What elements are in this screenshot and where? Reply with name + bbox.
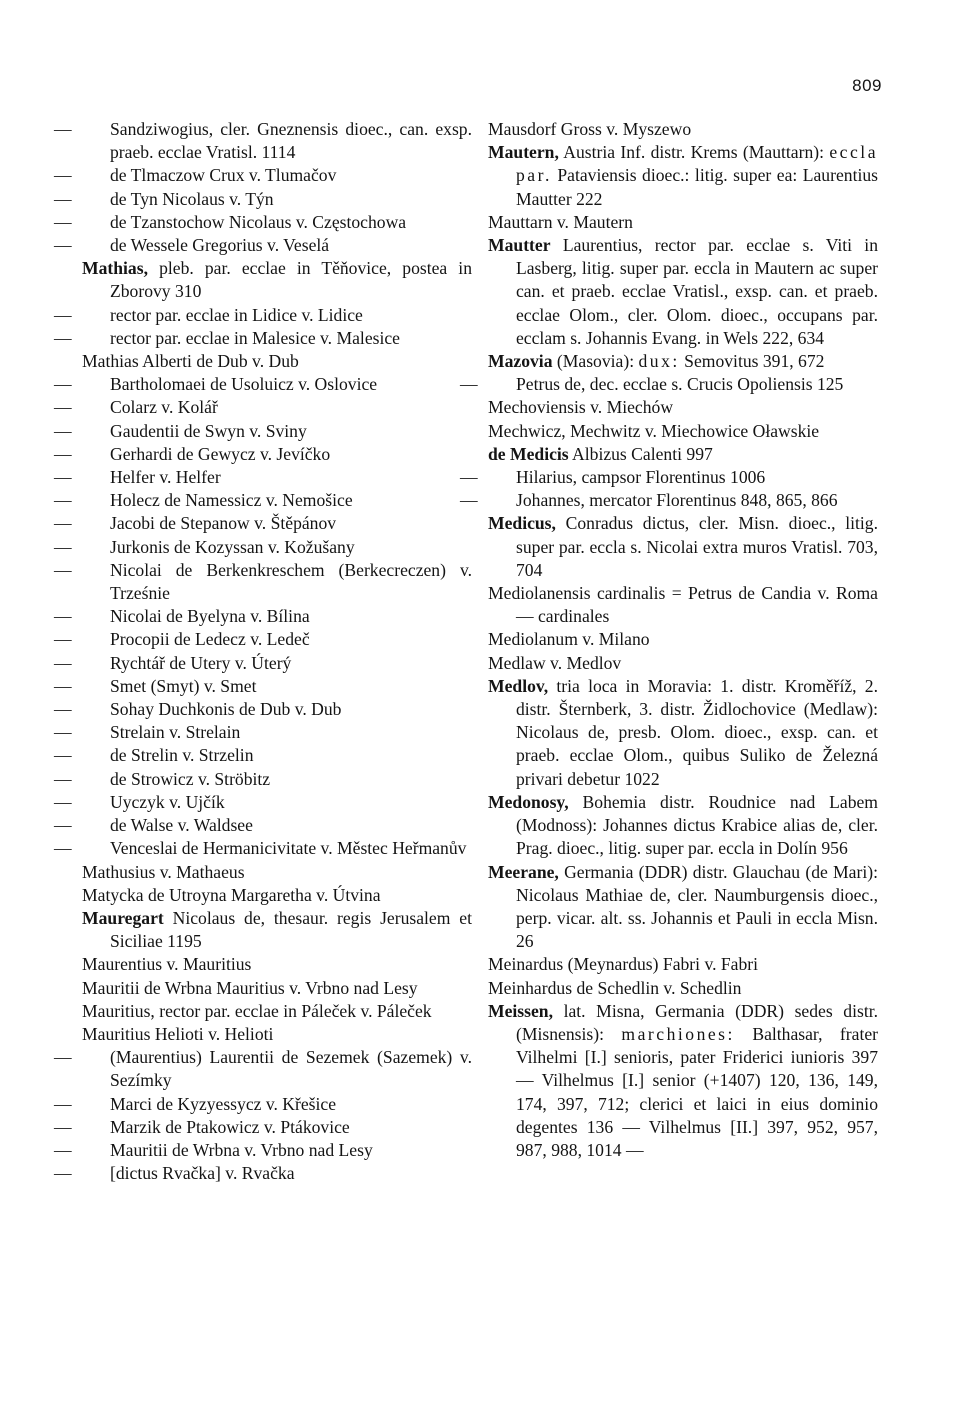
- index-entry: [488, 512, 878, 582]
- index-entry: [82, 907, 472, 953]
- repeat-dash: —: [54, 652, 72, 673]
- index-entry: [54, 466, 472, 489]
- entry-text: Marci de Kyzyessycz v. Křešice: [110, 1093, 337, 1114]
- repeat-dash: —: [54, 374, 72, 395]
- entry-text: (Maurentius) Laurentii de Sezemek (Sazemek) v. Sezímky: [110, 1047, 472, 1091]
- index-entry: [54, 675, 472, 698]
- entry-text: Balthasar, frater Vilhelmi [I.] senioris, pater Friderici iunioris 397 — Vilhelmus [I.] senior (+1407) 120, 136, 149, 174, 397, 712; clerici et laici in eius dominio degentes 136 — Vilhelmus [II.] 397, 952, 957, 987, 988, 1014 —: [516, 1023, 879, 1160]
- entry-text: Uyczyk v. Ujčík: [110, 791, 225, 812]
- index-entry: [54, 373, 472, 396]
- entry-text: de Strelin v. Strzelin: [110, 745, 254, 766]
- entry-text: Gerhardi de Gewycz v. Jevíčko: [110, 443, 331, 464]
- index-entry: [488, 652, 878, 675]
- entry-text: Semovitus 391, 672: [679, 351, 825, 372]
- entry-text: de Tlmaczow Crux v. Tlumačov: [110, 165, 337, 186]
- repeat-dash: —: [54, 443, 72, 464]
- index-entry: [54, 791, 472, 814]
- index-entry: [488, 234, 878, 350]
- entry-text: Medlaw v. Medlov: [488, 652, 622, 673]
- index-entry: [488, 141, 878, 211]
- entry-text: Maurentius v. Mauritius: [82, 954, 252, 975]
- entry-text: Mauritius Helioti v. Helioti: [82, 1023, 274, 1044]
- index-entry: [488, 791, 878, 861]
- entry-text: Marzik de Ptakowicz v. Ptákovice: [110, 1116, 350, 1137]
- entry-text: [dictus Rvačka] v. Rvačka: [110, 1163, 295, 1184]
- entry-text: Sohay Duchkonis de Dub v. Dub: [110, 699, 342, 720]
- index-entry: [54, 234, 472, 257]
- repeat-dash: —: [54, 1116, 72, 1137]
- repeat-dash: —: [54, 235, 72, 256]
- entry-headword: Mautern,: [488, 142, 559, 163]
- entry-text: Mediolanum v. Milano: [488, 629, 650, 650]
- index-entry: [488, 211, 878, 234]
- entry-text: Jurkonis de Kozyssan v. Kožušany: [110, 536, 355, 557]
- entry-text: Laurentius, rector par. ecclae s. Viti in Lasberg, litig. super par. eccla in Mautern ac super can. et praeb. ecclae Vratisl., exsp. can. et praeb. ecclae Olom., cler. Olom. dioec., occupans par. ecclam s. Johannis Evang. in Wels 222, 634: [516, 235, 878, 348]
- entry-text: Sandziwogius, cler. Gneznensis dioec., can. exsp. praeb. ecclae Vratisl. 1114: [110, 119, 472, 163]
- index-entry: [82, 953, 472, 976]
- repeat-dash: —: [54, 467, 72, 488]
- entry-text: tria loca in Moravia: 1. distr. Kroměříž, 2. distr. Šternberk, 3. distr. Židlochovice (Medlaw): Nicolaus de, presb. Olom. dioec., exsp. can. et praeb. ecclae Olom., quibus Suliko de Železná privari debetur 1022: [516, 675, 878, 789]
- index-entry: [54, 768, 472, 791]
- entry-headword: Mautter: [488, 235, 551, 256]
- entry-text: Procopii de Ledecz v. Ledeč: [110, 629, 310, 650]
- index-entry: [54, 304, 472, 327]
- index-entry: [54, 1046, 472, 1092]
- entry-text-lead: Austria Inf. distr. Krems (Mauttarn):: [558, 142, 830, 163]
- index-entry: [488, 420, 878, 443]
- entry-headword: Mauregart: [82, 907, 164, 928]
- index-entry: [54, 420, 472, 443]
- entry-text: de Tzanstochow Nicolaus v. Częstochowa: [110, 211, 407, 232]
- index-entry: [82, 884, 472, 907]
- index-entry: [82, 350, 472, 373]
- entry-text: Nicolaus de, thesaur. regis Jerusalem et Siciliae 1195: [110, 907, 472, 952]
- index-entry: [82, 1023, 472, 1046]
- index-entry: [488, 628, 878, 651]
- page-number: 809: [852, 76, 882, 95]
- repeat-dash: —: [54, 838, 72, 859]
- entry-headword: de Medicis: [488, 443, 569, 464]
- index-entry: [54, 327, 472, 350]
- repeat-dash: —: [54, 1163, 72, 1184]
- repeat-dash: —: [54, 304, 72, 325]
- index-entry: [488, 1000, 878, 1162]
- index-entry: [54, 1162, 472, 1185]
- entry-text: Hilarius, campsor Florentinus 1006: [516, 467, 766, 488]
- repeat-dash: —: [54, 1047, 72, 1068]
- index-entry: [54, 443, 472, 466]
- index-entry: [488, 861, 878, 954]
- entry-text: de Wessele Gregorius v. Veselá: [110, 235, 330, 256]
- index-entry: [54, 744, 472, 767]
- entry-text: Pataviensis dioec.: litig. super ea: Laurentius Mautter 222: [516, 165, 878, 209]
- repeat-dash: —: [54, 397, 72, 418]
- repeat-dash: —: [54, 211, 72, 232]
- entry-text: Petrus de, dec. ecclae s. Crucis Opoliensis 125: [516, 374, 844, 395]
- repeat-dash: —: [54, 699, 72, 720]
- index-entry: [54, 512, 472, 535]
- repeat-dash: —: [54, 629, 72, 650]
- entry-headword: Medicus,: [488, 513, 556, 534]
- entry-headword: Medonosy,: [488, 791, 569, 812]
- entry-text: Bohemia distr. Roudnice nad Labem (Modnoss): Johannes dictus Krabice alias de, cler. Prag. dioec., litig. super par. eccla in Dolín 956: [516, 791, 878, 859]
- index-entry: [82, 861, 472, 884]
- entry-text: de Walse v. Waldsee: [110, 815, 253, 836]
- repeat-dash: —: [54, 1093, 72, 1114]
- repeat-dash: —: [54, 327, 72, 348]
- index-entry: [488, 443, 878, 466]
- repeat-dash: —: [460, 490, 478, 511]
- entry-text: Mathias Alberti de Dub v. Dub: [82, 351, 299, 372]
- entry-text: Mausdorf Gross v. Myszewo: [488, 119, 692, 139]
- left-column: [54, 118, 472, 1185]
- index-entry: [54, 721, 472, 744]
- entry-text: Nicolai de Byelyna v. Bílina: [110, 606, 310, 627]
- entry-text: Nicolai de Berkenkreschem (Berkecreczen) v. Trześnie: [110, 559, 472, 604]
- entry-text: Strelain v. Strelain: [110, 722, 241, 743]
- index-entry: [82, 257, 472, 303]
- entry-headword: Meerane,: [488, 861, 559, 882]
- entry-headword: Meissen,: [488, 1000, 553, 1021]
- entry-text: Mediolanensis cardinalis = Petrus de Candia v. Roma — cardinales: [488, 583, 878, 627]
- index-entry: [54, 698, 472, 721]
- entry-text: Jacobi de Stepanow v. Štěpánov: [110, 513, 337, 534]
- repeat-dash: —: [460, 374, 478, 395]
- entry-headword: Mazovia: [488, 351, 553, 372]
- entry-text: pleb. par. ecclae in Těňovice, postea in Zborovy 310: [110, 258, 472, 302]
- index-entry: [488, 977, 878, 1000]
- index-entry: [54, 396, 472, 419]
- entry-text: Germania (DDR) distr. Glauchau (de Mari): Nicolaus Mathiae de, cler. Naumburgensis dioec., perp. vicar. alt. ss. Johannis et Pauli in eccla Misn. 26: [516, 861, 878, 952]
- entry-headword: Mathias,: [82, 258, 148, 279]
- index-entry: [488, 582, 878, 628]
- repeat-dash: —: [54, 791, 72, 812]
- entry-text: Colarz v. Kolář: [110, 397, 218, 418]
- entry-text: Mauritii de Wrbna v. Vrbno nad Lesy: [110, 1139, 373, 1160]
- entry-spaced-term: eccla par.: [516, 142, 878, 186]
- entry-text-lead: lat. Misna, Germania (DDR) sedes distr. (Misnensis):: [516, 1000, 878, 1044]
- index-entry: [54, 1139, 472, 1162]
- entry-text: Meinardus (Meynardus) Fabri v. Fabri: [488, 954, 759, 975]
- entry-text: Helfer v. Helfer: [110, 467, 221, 488]
- entry-text: Mauritii de Wrbna Mauritius v. Vrbno nad Lesy: [82, 977, 418, 998]
- index-entry: [54, 628, 472, 651]
- entry-text: Rychtář de Utery v. Úterý: [110, 652, 292, 673]
- entry-text: Mauritius, rector par. ecclae in Páleček v. Páleček: [82, 1000, 432, 1021]
- entry-text: Mechoviensis v. Miechów: [488, 397, 674, 418]
- entry-text: Johannes, mercator Florentinus 848, 865, 866: [516, 490, 838, 511]
- repeat-dash: —: [54, 513, 72, 534]
- repeat-dash: —: [54, 722, 72, 743]
- index-entry: [460, 466, 878, 489]
- index-entry: [54, 211, 472, 234]
- repeat-dash: —: [54, 675, 72, 696]
- repeat-dash: —: [54, 815, 72, 836]
- repeat-dash: —: [54, 165, 72, 186]
- index-entry: [488, 675, 878, 791]
- entry-spaced-term: dux:: [638, 351, 680, 372]
- entry-text: de Strowicz v. Ströbitz: [110, 768, 271, 789]
- entry-text: Smet (Smyt) v. Smet: [110, 675, 257, 696]
- index-entry: [54, 1116, 472, 1139]
- repeat-dash: —: [54, 768, 72, 789]
- repeat-dash: —: [54, 188, 72, 209]
- index-entry: [460, 489, 878, 512]
- index-entry: [54, 559, 472, 605]
- entry-text: Bartholomaei de Usoluicz v. Oslovice: [110, 374, 378, 395]
- repeat-dash: —: [54, 536, 72, 557]
- index-entry: [54, 118, 472, 164]
- repeat-dash: —: [54, 119, 72, 139]
- index-entry: [54, 536, 472, 559]
- index-entry: [54, 489, 472, 512]
- index-entry: [460, 373, 878, 396]
- index-entry: [54, 837, 472, 860]
- entry-text: Holecz de Namessicz v. Nemošice: [110, 490, 353, 511]
- index-entry: [82, 1000, 472, 1023]
- repeat-dash: —: [54, 1139, 72, 1160]
- entry-headword: Medlov,: [488, 675, 549, 696]
- entry-text: Albizus Calenti 997: [568, 443, 713, 464]
- index-entry: [54, 164, 472, 187]
- entry-text: de Tyn Nicolaus v. Týn: [110, 188, 274, 209]
- index-entry: [488, 350, 878, 373]
- index-entry: [54, 605, 472, 628]
- entry-text: Mathusius v. Mathaeus: [82, 861, 245, 882]
- index-entry: [54, 814, 472, 837]
- index-entry: [82, 977, 472, 1000]
- entry-text: Meinhardus de Schedlin v. Schedlin: [488, 977, 742, 998]
- repeat-dash: —: [54, 606, 72, 627]
- index-entry: [54, 1093, 472, 1116]
- entry-text: rector par. ecclae in Lidice v. Lidice: [110, 304, 363, 325]
- entry-text: Mauttarn v. Mautern: [488, 211, 633, 232]
- repeat-dash: —: [54, 490, 72, 511]
- entry-text: rector par. ecclae in Malesice v. Malesice: [110, 327, 400, 348]
- index-entry: [488, 396, 878, 419]
- index-entry: [54, 652, 472, 675]
- index-entry: [488, 118, 878, 141]
- repeat-dash: —: [54, 745, 72, 766]
- repeat-dash: —: [460, 467, 478, 488]
- repeat-dash: —: [54, 559, 72, 580]
- index-entry: [54, 188, 472, 211]
- entry-text-lead: (Masovia):: [552, 351, 639, 372]
- entry-text: Matycka de Utroyna Margaretha v. Útvina: [82, 884, 381, 905]
- entry-text: Conradus dictus, cler. Misn. dioec., litig. super par. eccla s. Nicolai extra muros Vratisl. 703, 704: [516, 513, 878, 580]
- entry-text: Mechwicz, Mechwitz v. Miechowice Oławskie: [488, 420, 820, 441]
- index-entry: [488, 953, 878, 976]
- entry-text: Gaudentii de Swyn v. Sviny: [110, 420, 307, 441]
- repeat-dash: —: [54, 420, 72, 441]
- right-column: [460, 118, 879, 1162]
- entry-spaced-term: marchiones:: [621, 1023, 735, 1044]
- entry-text: Venceslai de Hermanicivitate v. Městec Heřmanův: [110, 838, 467, 859]
